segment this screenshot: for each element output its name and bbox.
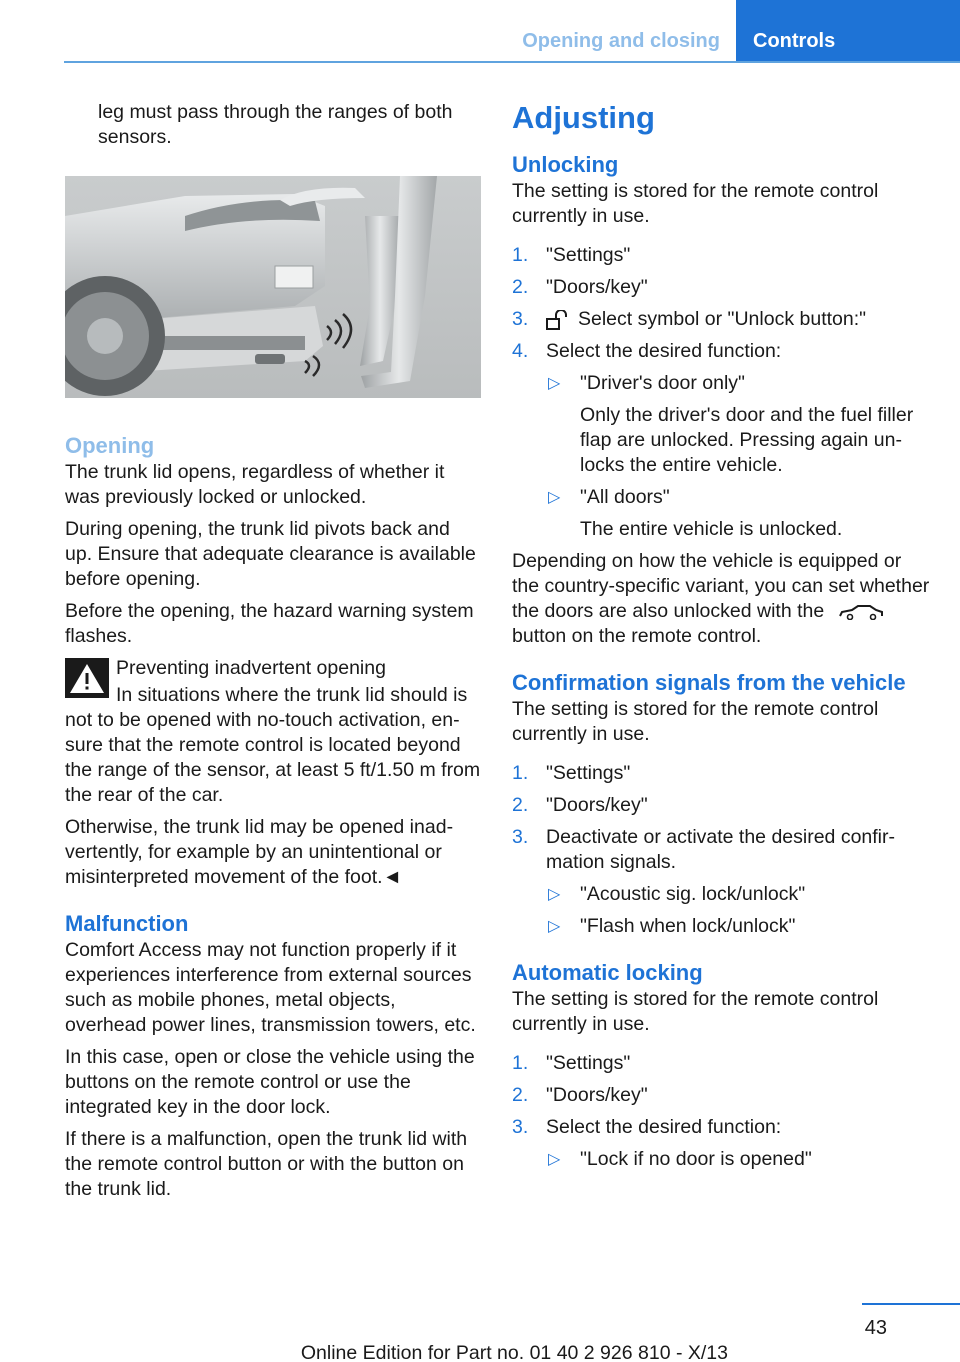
malfunction-paragraph-3: If there is a malfunction, open the trunk lid with the remote control button or with the button on the trunk lid.	[65, 1128, 468, 1200]
automatic-locking-text: The setting is stored for the remote control currently in use.	[512, 988, 879, 1035]
unlocking-steps	[512, 243, 932, 542]
confirmation-heading: Confirmation signals from the vehicle	[512, 670, 906, 695]
unlocking-text: The setting is stored for the remote control currently in use.	[512, 180, 879, 227]
list-item: 3. Select the desired function: ▷ "Lock if no door is opened"	[512, 1115, 932, 1172]
car-icon	[838, 604, 884, 620]
page-header	[0, 0, 960, 62]
list-item: ▷ "Flash when lock/unlock"	[548, 915, 796, 937]
opening-paragraph-3: Before the opening, the hazard warning system flashes.	[65, 600, 474, 647]
warning-title: Preventing inadvertent opening	[116, 657, 386, 679]
malfunction-paragraph-2: In this case, open or close the vehicle using the buttons on the remote control or use the integrated key in the door lock.	[65, 1046, 475, 1118]
list-item: 1. "Settings"	[512, 1052, 631, 1074]
warning-text-2: Otherwise, the trunk lid may be opened inadvertently, for example by an unintentional or misinterpreted movement of the foot.◄	[65, 816, 454, 888]
header-rule	[64, 61, 960, 63]
page-footer	[0, 1303, 960, 1362]
opening-paragraph-2: During opening, the trunk lid pivots back and up. Ensure that adequate clearance is available before opening.	[65, 518, 476, 590]
list-item: 2. "Doors/key"	[512, 276, 648, 298]
automatic-locking-steps	[512, 1051, 932, 1172]
section-title: Opening and closing	[522, 30, 720, 52]
confirmation-text: The setting is stored for the remote control currently in use.	[512, 698, 879, 745]
list-item: 1. "Settings"	[512, 762, 631, 784]
malfunction-heading: Malfunction	[65, 911, 189, 936]
list-item: 3. Select symbol or "Unlock button:"	[512, 308, 867, 330]
unlocking-heading: Unlocking	[512, 152, 619, 177]
list-item: 2. "Doors/key"	[512, 1084, 648, 1106]
confirmation-options	[546, 882, 932, 939]
unlock-icon	[546, 310, 568, 330]
opening-paragraph-1: The trunk lid opens, regardless of whether it was previously locked or unlocked.	[65, 461, 445, 508]
right-column	[512, 100, 932, 1179]
list-item: ▷ "Driver's door only" Only the driver's door and the fuel filler flap are unlocked. Pressing again unlocks the entire vehicle.	[548, 372, 914, 476]
confirmation-steps	[512, 761, 932, 939]
list-item: 3. Deactivate or activate the desired confirmation signals. ▷ "Acoustic sig. lock/unlock" ▷ "Flash when lock/unlock"	[512, 825, 932, 939]
left-column	[65, 100, 482, 681]
warning-body	[65, 683, 482, 1209]
malfunction-paragraph-1: Comfort Access may not function properly if it experiences interference from external sources such as mobile phones, metal objects, overhead power lines, transmission towers, etc.	[65, 939, 476, 1036]
triangle-bullet-icon: ▷	[548, 1151, 561, 1168]
list-item: 1. "Settings"	[512, 244, 631, 266]
chapter-tab: Controls	[736, 0, 960, 62]
list-item: ▷ "Lock if no door is opened"	[548, 1148, 812, 1170]
edition-text: Online Edition for Part no. 01 40 2 926 810 - X/13	[300, 1342, 728, 1362]
triangle-bullet-icon: ▷	[548, 375, 561, 392]
opening-heading: Opening	[65, 433, 155, 458]
page-number: 43	[864, 1317, 887, 1339]
warning-note	[65, 656, 482, 681]
adjusting-title: Adjusting	[512, 100, 655, 135]
footer-rule	[862, 1303, 960, 1305]
intro-text: leg must pass through the ranges of both sensors.	[98, 101, 453, 148]
warning-text-body: In situations where the trunk lid should is not to be opened with no-touch activation, ensure that the remote control is located beyond the range of the sensor, at least 5 ft/1.50 m from the rear of the car.	[65, 684, 481, 806]
automatic-locking-options	[546, 1147, 932, 1172]
triangle-bullet-icon: ▷	[548, 886, 561, 903]
unlocking-after-text: Depending on how the vehicle is equipped or the country-specific variant, you can set whether the doors are also unlocked with the button on the remote control.	[512, 550, 930, 647]
list-item: 2. "Doors/key"	[512, 794, 648, 816]
triangle-bullet-icon: ▷	[548, 489, 561, 506]
list-item: 4. Select the desired function: ▷ "Driver's door only" Only the driver's door and the fuel filler flap are unlocked. Pressing again unlocks the entire vehicle. ▷ "All doors" The entire vehicle is unlocked.	[512, 339, 932, 542]
list-item: ▷ "Acoustic sig. lock/unlock"	[548, 883, 806, 905]
automatic-locking-heading: Automatic locking	[512, 960, 703, 985]
triangle-bullet-icon: ▷	[548, 918, 561, 935]
car-foot-gesture-image	[65, 176, 481, 398]
trunk-opening-illustration	[65, 176, 481, 398]
unlock-options	[546, 371, 932, 542]
list-item: ▷ "All doors" The entire vehicle is unlocked.	[548, 486, 843, 540]
